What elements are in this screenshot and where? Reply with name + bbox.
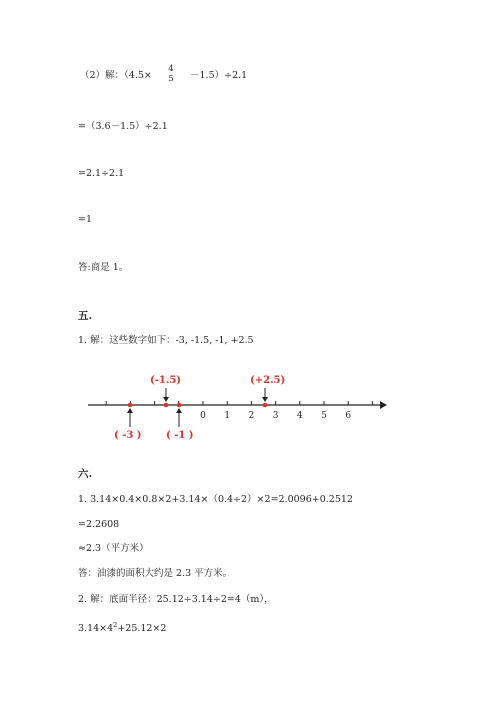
label-plus-2-5: (+2.5) <box>250 375 286 386</box>
line-12 <box>78 619 166 635</box>
tick-label: 2 <box>248 411 255 421</box>
line-1 <box>80 70 152 82</box>
tick-label: 1 <box>224 411 231 421</box>
tick-group <box>106 401 372 405</box>
point-minus-3 <box>128 403 133 408</box>
arrowhead-down-plus-2-5 <box>262 397 268 402</box>
arrowhead-up-minus-3 <box>127 408 133 413</box>
line-4: =1 <box>78 214 93 225</box>
line-8: =2.2608 <box>78 519 120 530</box>
label-minus-1: ( -1 ) <box>166 430 194 441</box>
fraction-denominator: 5 <box>168 74 174 84</box>
tick-label: 3 <box>272 411 279 421</box>
line-1-prefix: （2）解：（4.5× <box>80 70 152 81</box>
line-1-suffix: －1.5）÷2.1 <box>190 70 248 81</box>
point-minus-1-5 <box>164 403 169 408</box>
point-plus-2-5 <box>263 403 268 408</box>
line-12-part-a: 3.14×4 <box>78 623 114 635</box>
line-11: 2. 解：底面半径：25.12÷3.14÷2=4（m）， <box>78 594 274 605</box>
label-minus-1-5: (-1.5) <box>150 375 182 386</box>
arrowhead-down-minus-1-5 <box>163 397 169 402</box>
line-12-part-b: +25.12×2 <box>117 623 167 635</box>
axis-arrowhead <box>380 401 387 409</box>
tick-label-group <box>200 411 351 421</box>
line-7: 1. 3.14×0.4×0.8×2+3.14×（0.4÷2）×2=2.0096+0.2512 <box>78 494 353 505</box>
line-6: 1. 解：这些数字如下：-3, -1.5, -1, +2.5 <box>78 335 254 346</box>
line-5: 答:商是 1。 <box>78 262 129 273</box>
tick-label: 0 <box>200 411 206 421</box>
tick-label: 6 <box>345 411 352 421</box>
line-2: =（3.6－1.5）÷2.1 <box>78 121 168 132</box>
line-3: =2.1÷2.1 <box>78 168 125 179</box>
tick-label: 5 <box>321 411 327 421</box>
line-10: 答：油漆的面积大约是 2.3 平方米。 <box>78 568 233 579</box>
point-minus-1 <box>177 403 182 408</box>
line-12-exponent: 2 <box>113 621 118 629</box>
fraction-numerator: 4 <box>168 64 174 74</box>
tick-label: 4 <box>296 411 303 421</box>
line-9: ≈2.3（平方米） <box>78 543 149 554</box>
label-minus-3: ( -3 ) <box>114 430 142 441</box>
number-line <box>80 365 390 445</box>
arrowhead-up-minus-1 <box>176 408 182 413</box>
fraction <box>166 64 176 84</box>
section-heading-5: 五. <box>78 310 93 322</box>
section-heading-6: 六. <box>78 468 93 480</box>
